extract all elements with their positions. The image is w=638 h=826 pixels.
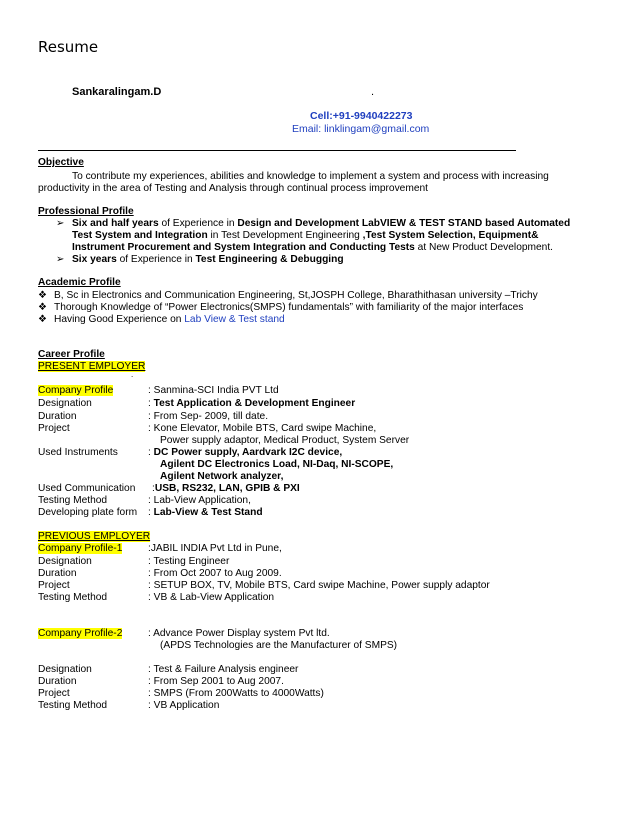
designation-value: : Test Application & Development Engineer bbox=[148, 398, 356, 409]
diamond-bullet-icon: ❖ bbox=[38, 290, 48, 301]
candidate-name: Sankaralingam.D bbox=[72, 86, 162, 98]
present-employer-heading: PRESENT EMPLOYER bbox=[38, 361, 146, 372]
company-profile-2-sub: (APDS Technologies are the Manufacturer of SMPS) bbox=[160, 640, 398, 651]
developing-platform-value: : Lab-View & Test Stand bbox=[148, 507, 263, 518]
project-value-continued: Power supply adaptor, Medical Product, System Server bbox=[160, 435, 410, 446]
academic-heading: Academic Profile bbox=[38, 277, 121, 288]
objective-heading: Objective bbox=[38, 157, 84, 168]
company-profile-2-value: : Advance Power Display system Pvt ltd. bbox=[148, 628, 330, 639]
communication-value: :USB, RS232, LAN, GPIB & PXI bbox=[152, 483, 300, 494]
prev1-testing-label: Testing Method bbox=[38, 592, 108, 603]
communication-label: Used Communication bbox=[38, 483, 136, 494]
professional-bullet-1-line-3: Instrument Procurement and System Integration and Conducting Tests at New Product Development. bbox=[72, 242, 554, 253]
cell-number: Cell:+91-9940422273 bbox=[310, 110, 413, 122]
objective-line-2: productivity in the area of Testing and Analysis through continual process improvement bbox=[38, 183, 428, 194]
prev2-project-value: : SMPS (From 200Watts to 4000Watts) bbox=[148, 688, 324, 699]
academic-item-1: ❖ B, Sc in Electronics and Communication Engineering, St,JOSPH College, Bharathithasan university –Trichy bbox=[38, 290, 538, 301]
company-profile-2-label: Company Profile-2 bbox=[38, 628, 123, 639]
instruments-value-2: Agilent DC Electronics Load, NI-Daq, NI-SCOPE, bbox=[160, 459, 394, 470]
duration-value: : From Sep- 2009, till date. bbox=[148, 411, 269, 422]
diamond-bullet-icon: ❖ bbox=[38, 314, 48, 325]
prev1-duration-label: Duration bbox=[38, 568, 77, 579]
prev2-duration-label: Duration bbox=[38, 676, 77, 687]
project-value: : Kone Elevator, Mobile BTS, Card swipe Machine, bbox=[148, 423, 377, 434]
duration-label: Duration bbox=[38, 411, 77, 422]
prev1-duration-value: : From Oct 2007 to Aug 2009. bbox=[148, 568, 282, 579]
stray-dot: . bbox=[371, 86, 375, 98]
diamond-bullet-icon: ❖ bbox=[38, 302, 48, 313]
prev2-testing-label: Testing Method bbox=[38, 700, 108, 711]
career-heading: Career Profile bbox=[38, 349, 105, 360]
instruments-value-1: : DC Power supply, Aardvark I2C device, bbox=[148, 447, 343, 458]
designation-label: Designation bbox=[38, 398, 92, 409]
professional-bullet-1-line-2: Test System and Integration in Test Development Engineering ,Test System Selection, Equipment& bbox=[72, 230, 539, 241]
instruments-label: Used Instruments bbox=[38, 447, 118, 458]
prev1-testing-value: : VB & Lab-View Application bbox=[148, 592, 275, 603]
company-profile-value: : Sanmina-SCI India PVT Ltd bbox=[148, 385, 279, 396]
academic-item-3: ❖ Having Good Experience on Lab View & Test stand bbox=[38, 314, 285, 325]
prev2-project-label: Project bbox=[38, 688, 70, 699]
testing-method-label: Testing Method bbox=[38, 495, 108, 506]
arrow-bullet-icon: ➢ bbox=[56, 254, 65, 265]
professional-bullet-1: ➢ Six and half years of Experience in Design and Development LabVIEW & TEST STAND based Automated bbox=[56, 218, 571, 229]
prev2-testing-value: : VB Application bbox=[148, 700, 220, 711]
document-title: Resume bbox=[38, 38, 99, 56]
small-dot: . bbox=[131, 370, 134, 379]
objective-line-1: To contribute my experiences, abilities and knowledge to implement a system and process with increasing bbox=[72, 171, 549, 182]
developing-platform-label: Developing plate form bbox=[38, 507, 138, 518]
company-profile-1-value: :JABIL INDIA Pvt Ltd in Pune, bbox=[148, 543, 282, 554]
professional-bullet-2: ➢ Six years of Experience in Test Engineering & Debugging bbox=[56, 254, 344, 265]
professional-heading: Professional Profile bbox=[38, 206, 134, 217]
prev2-duration-value: : From Sep 2001 to Aug 2007. bbox=[148, 676, 284, 687]
email-address[interactable]: Email: linklingam@gmail.com bbox=[292, 123, 430, 135]
prev2-designation-value: : Test & Failure Analysis engineer bbox=[148, 664, 299, 675]
previous-employer-heading: PREVIOUS EMPLOYER bbox=[38, 531, 151, 542]
instruments-value-3: Agilent Network analyzer, bbox=[160, 471, 284, 482]
header-divider bbox=[38, 150, 516, 151]
prev1-project-label: Project bbox=[38, 580, 70, 591]
prev1-designation-label: Designation bbox=[38, 556, 92, 567]
company-profile-label: Company Profile bbox=[38, 385, 114, 396]
arrow-bullet-icon: ➢ bbox=[56, 218, 65, 229]
prev1-designation-value: : Testing Engineer bbox=[148, 556, 230, 567]
prev2-designation-label: Designation bbox=[38, 664, 92, 675]
project-label: Project bbox=[38, 423, 70, 434]
company-profile-1-label: Company Profile-1 bbox=[38, 543, 123, 554]
prev1-project-value: : SETUP BOX, TV, Mobile BTS, Card swipe Machine, Power supply adaptor bbox=[148, 580, 490, 591]
academic-item-2: ❖ Thorough Knowledge of “Power Electronics(SMPS) fundamentals” with familiarity of the major interfaces bbox=[38, 302, 524, 313]
testing-method-value: : Lab-View Application, bbox=[148, 495, 251, 506]
